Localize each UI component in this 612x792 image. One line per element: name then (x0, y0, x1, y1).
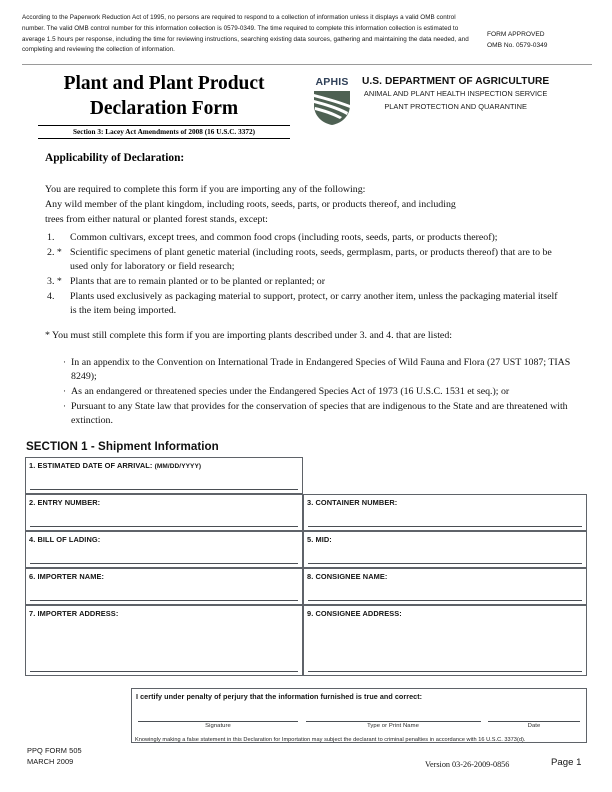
form-approved-block (487, 13, 547, 52)
field-entry-number[interactable] (25, 494, 303, 531)
signature-label: Signature (205, 723, 231, 729)
field-consignee-name[interactable] (303, 568, 587, 605)
intro-line-2: Any wild member of the plant kingdom, including roots, seeds, parts, or products thereof, and including (45, 199, 456, 211)
field-label: 1. ESTIMATED DATE OF ARRIVAL: (29, 461, 153, 470)
footer-form-number: PPQ FORM 505 (27, 746, 82, 755)
list-item (63, 400, 573, 429)
agency-service-line: ANIMAL AND PLANT HEALTH INSPECTION SERVICE (363, 89, 548, 98)
list-item (63, 385, 573, 399)
print-name-rule (306, 721, 481, 722)
omb-number: OMB No. 0579-0349 (487, 41, 548, 49)
list-item (45, 290, 565, 319)
agency-name: U.S. DEPARTMENT OF AGRICULTURE (362, 76, 550, 87)
certification-box (131, 688, 587, 743)
write-line (30, 600, 298, 601)
list-text: Common cultivars, except trees, and common food crops (including roots, seeds, parts, or products thereof); (70, 232, 498, 243)
date-rule (488, 721, 580, 722)
list-text: Pursuant to any State law that provides for the conservation of species that are indigenous to the State and are threatened with extinction. (71, 401, 568, 427)
false-statement-warning: Knowingly making a false statement in this Declaration for Importation may subject the declarant to criminal penalties in accordance with 16 U.S.C. 3373(d). (135, 737, 526, 743)
page-title-line1: Plant and Plant Product (63, 73, 265, 94)
date-label: Date (527, 723, 541, 729)
table-spacer (303, 457, 587, 494)
form-approved-label: FORM APPROVED (487, 31, 545, 38)
exception-list (45, 231, 565, 319)
table-row (25, 494, 587, 531)
shipment-information-table (25, 457, 587, 676)
list-text: Plants used exclusively as packaging material to support, protect, or carry another item, unless the packaging material itself is the item being imported. (70, 290, 558, 316)
list-text: In an appendix to the Convention on International Trade in Endangered Species of Wild Fauna and Flora (27 UST 1087; TIAS 8249); (71, 357, 571, 383)
form-title-block (38, 72, 290, 139)
field-label: 7. IMPORTER ADDRESS: (29, 609, 119, 618)
field-label: 8. CONSIGNEE NAME: (307, 572, 388, 581)
list-text: As an endangered or threatened species under the Endangered Species Act of 1973 (16 U.S.C. 1531 et seq.); or (71, 386, 510, 398)
field-container-number[interactable] (303, 494, 587, 531)
write-line (308, 563, 582, 564)
field-mid[interactable] (303, 531, 587, 568)
print-name-field[interactable] (306, 721, 481, 729)
field-label: 3. CONTAINER NUMBER: (307, 498, 398, 507)
bullet-icon: · (63, 357, 66, 367)
omb-notice-block (22, 13, 592, 56)
aphis-logo-icon (311, 74, 353, 126)
agency-text-block (362, 74, 549, 112)
listed-species-bullets (63, 356, 573, 429)
title-rule-bottom (38, 138, 290, 139)
list-marker: 3. * (47, 275, 62, 287)
table-row (25, 457, 587, 494)
intro-line-3: trees from either natural or planted forest stands, except: (45, 214, 268, 226)
footer-version: Version 03-26-2009-0856 (425, 760, 510, 769)
field-bill-of-lading[interactable] (25, 531, 303, 568)
signature-field[interactable] (138, 721, 298, 729)
write-line (30, 671, 298, 672)
field-label: 2. ENTRY NUMBER: (29, 498, 101, 507)
table-row (25, 531, 587, 568)
paperwork-reduction-notice: According to the Paperwork Reduction Act of 1995, no persons are required to respond to a collection of information unless it displays a valid OMB control number. The valid OMB control number for this information collection is 0579-0349. The time required to complete this information collection is estimated to average 1.5 hours per response, including the time for reviewing instructions, searching existing data sources, gathering and maintaining the data needed, and completing and reviewing the collection of information. (22, 14, 469, 54)
date-field[interactable] (488, 721, 580, 729)
list-item (45, 275, 565, 289)
write-line (308, 600, 582, 601)
agency-identity-block (311, 74, 549, 126)
asterisk-note: * You must still complete this form if you are importing plants described under 3. and 4. that are listed: (45, 330, 452, 341)
list-item (45, 246, 565, 275)
signature-rule (138, 721, 298, 722)
page-title-line2: Declaration Form (89, 97, 239, 119)
bullet-icon: · (63, 401, 66, 412)
footer-form-identity (27, 746, 82, 767)
svg-text:APHIS: APHIS (315, 76, 349, 88)
list-marker: 1. (47, 232, 55, 243)
field-importer-address[interactable] (25, 605, 303, 676)
field-label: 4. BILL OF LADING: (29, 535, 101, 544)
intro-line-1: You are required to complete this form if you are importing any of the following: (45, 184, 366, 195)
write-line (308, 671, 582, 672)
agency-program-line: PLANT PROTECTION AND QUARANTINE (384, 101, 527, 111)
field-estimated-date-of-arrival[interactable] (25, 457, 303, 494)
list-item (63, 356, 573, 385)
certification-statement: I certify under penalty of perjury that the information furnished is true and correct: (136, 692, 423, 701)
table-row (25, 568, 587, 605)
bullet-icon: · (63, 386, 66, 397)
section-1-heading: SECTION 1 - Shipment Information (26, 440, 219, 453)
write-line (30, 526, 298, 527)
field-label: 6. IMPORTER NAME: (29, 572, 105, 581)
table-row (25, 605, 587, 676)
field-label: 9. CONSIGNEE ADDRESS: (307, 609, 402, 618)
header-divider (22, 64, 592, 65)
signature-line-group (138, 721, 580, 729)
list-marker: 4. (47, 290, 55, 302)
write-line (30, 563, 298, 564)
applicability-heading: Applicability of Declaration: (45, 152, 185, 164)
footer-page-number: Page 1 (551, 757, 582, 768)
field-label: 5. MID: (307, 535, 332, 544)
list-text: Plants that are to remain planted or to be planted or replanted; or (70, 275, 326, 287)
footer-form-date: MARCH 2009 (27, 756, 74, 766)
list-text: Scientific specimens of plant genetic material (including roots, seeds, germplasm, parts, or products thereof) that are to be used only for laboratory or field research; (70, 246, 552, 272)
title-rule-top (38, 125, 290, 126)
field-consignee-address[interactable] (303, 605, 587, 676)
field-format-hint: (MM/DD/YYYY) (154, 463, 202, 470)
form-subtitle: Section 3: Lacey Act Amendments of 2008 (16 U.S.C. 3372) (72, 128, 256, 137)
list-item (45, 231, 565, 245)
print-name-label: Type or Print Name (367, 723, 419, 729)
write-line (30, 489, 298, 490)
applicability-intro (45, 182, 555, 227)
list-marker: 2. * (47, 246, 62, 258)
write-line (308, 526, 582, 527)
field-importer-name[interactable] (25, 568, 303, 605)
